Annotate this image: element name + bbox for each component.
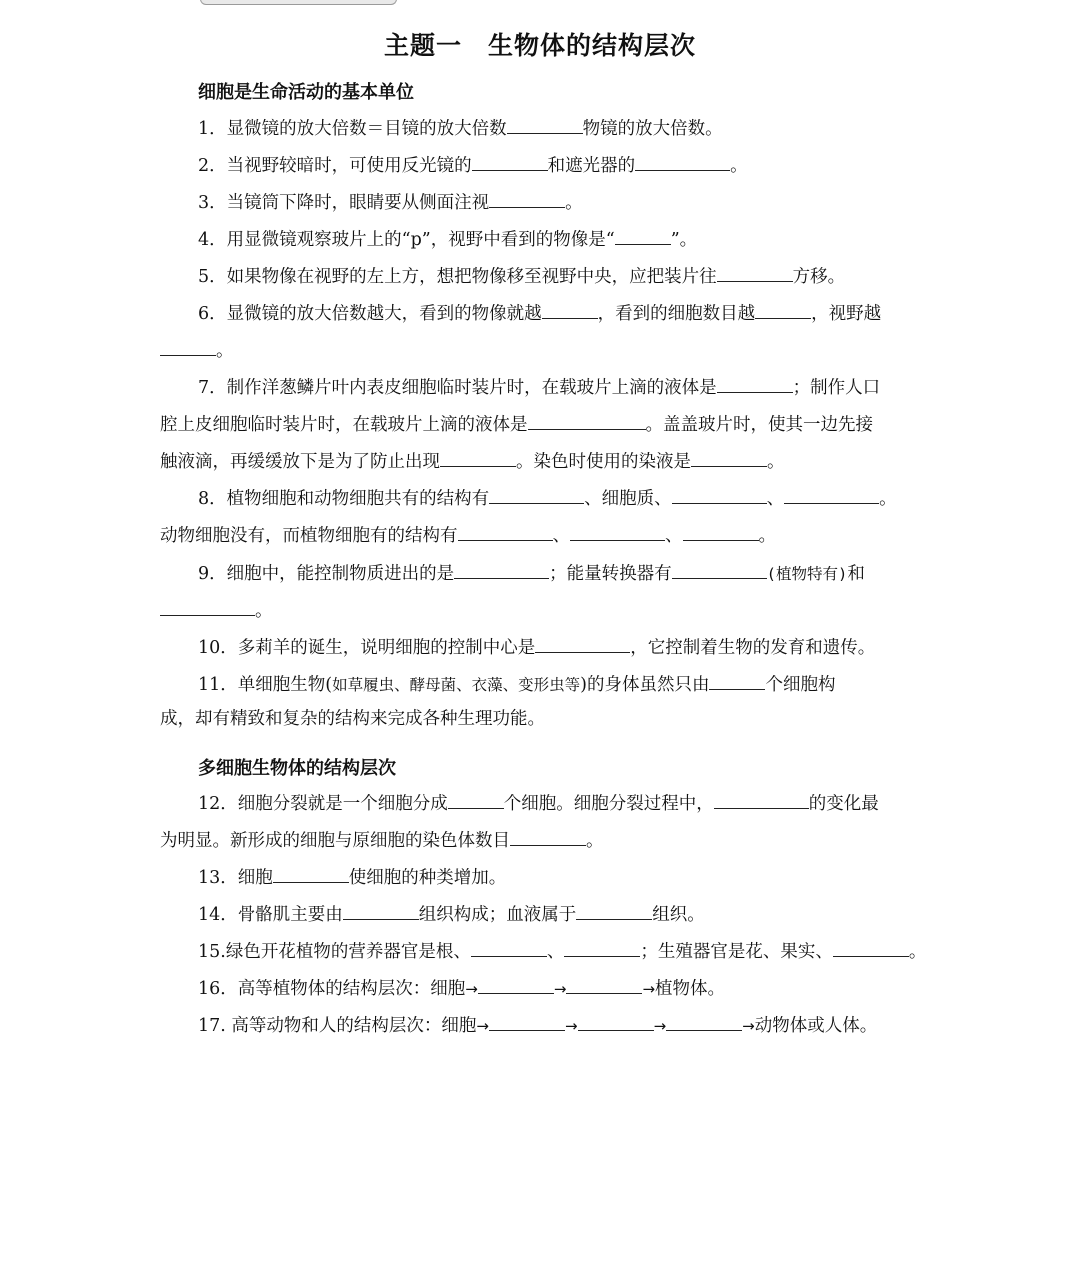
question-14: 14．骨骼肌主要由 组织构成；血液属于 组织。 [198,901,705,926]
answer-blank[interactable] [564,938,640,957]
answer-blank[interactable] [566,975,642,994]
question-15: 15.绿色开花植物的营养器官是根、 、 ；生殖器官是花、果实、 。 [198,938,926,963]
question-17: 17. 高等动物和人的结构层次：细胞→ → → →动物体或人体。 [198,1012,877,1037]
question-7-cont-2: 触液滴，再缓缓放下是为了防止出现 。染色时使用的染液是 。 [160,448,785,473]
answer-blank[interactable] [478,975,554,994]
section-heading-cell-unit: 细胞是生命活动的基本单位 [198,82,414,103]
arrow-icon: → [564,1017,578,1035]
section-heading-multicellular: 多细胞生物体的结构层次 [198,758,396,779]
answer-blank[interactable] [448,790,504,809]
page-top-tab [200,0,397,5]
question-16: 16．高等植物体的结构层次：细胞→ → →植物体。 [198,975,725,1000]
answer-blank[interactable] [666,1012,742,1031]
question-10: 10．多莉羊的诞生，说明细胞的控制中心是 ，它控制着生物的发育和遗传。 [198,634,875,659]
answer-blank[interactable] [709,671,765,690]
answer-blank[interactable] [635,152,730,171]
arrow-icon: → [476,1017,489,1035]
question-1: 1．显微镜的放大倍数＝目镜的放大倍数 物镜的放大倍数。 [198,115,723,140]
answer-blank[interactable] [542,300,598,319]
answer-blank[interactable] [691,448,767,467]
answer-blank[interactable] [273,864,349,883]
answer-blank[interactable] [714,790,809,809]
arrow-icon: → [553,980,567,998]
question-11-cont: 成，却有精致和复杂的结构来完成各种生理功能。 [160,709,545,729]
question-8: 8．植物细胞和动物细胞共有的结构有 、细胞质、 、 。 [198,485,897,510]
question-2: 2．当视野较暗时，可使用反光镜的 和遮光器的 。 [198,152,748,177]
answer-blank[interactable] [454,560,549,579]
arrow-icon: → [742,1017,755,1035]
answer-blank[interactable] [489,189,565,208]
answer-blank[interactable] [615,226,671,245]
question-13: 13．细胞 使细胞的种类增加。 [198,864,506,889]
page-title: 主题一 生物体的结构层次 [383,31,696,60]
answer-blank[interactable] [528,411,646,430]
question-6: 6．显微镜的放大倍数越大，看到的物像就越 ，看到的细胞数目越 ，视野越 [198,300,881,325]
answer-blank[interactable] [672,560,767,579]
answer-blank[interactable] [755,300,811,319]
question-5: 5．如果物像在视野的左上方，想把物像移至视野中央，应把装片往 方移。 [198,263,845,288]
answer-blank[interactable] [458,522,553,541]
answer-blank[interactable] [510,827,586,846]
answer-blank[interactable] [683,522,759,541]
answer-blank[interactable] [471,938,547,957]
question-4: 4．用显微镜观察玻片上的“p”，视野中看到的物像是“ ”。 [198,226,697,251]
answer-blank[interactable] [578,1012,654,1031]
answer-blank[interactable] [489,485,584,504]
answer-blank[interactable] [489,1012,565,1031]
question-9-cont: 。 [160,597,273,622]
answer-blank[interactable] [570,522,665,541]
question-12: 12．细胞分裂就是一个细胞分成 个细胞。细胞分裂过程中， 的变化最 [198,790,879,815]
answer-blank[interactable] [160,337,216,356]
question-6-cont: 。 [160,337,234,362]
answer-blank[interactable] [507,115,583,134]
answer-blank[interactable] [717,263,793,282]
question-3: 3．当镜筒下降时，眼睛要从侧面注视 。 [198,189,583,214]
question-7: 7．制作洋葱鳞片叶内表皮细胞临时装片时，在载玻片上滴的液体是 ；制作人口 [198,374,880,399]
arrow-icon: → [642,980,656,998]
answer-blank[interactable] [576,901,652,920]
arrow-icon: → [653,1017,667,1035]
question-12-cont: 为明显。新形成的细胞与原细胞的染色体数目 。 [160,827,604,852]
answer-blank[interactable] [833,938,909,957]
arrow-icon: → [465,980,478,998]
question-8-cont: 动物细胞没有，而植物细胞有的结构有 、 、 。 [160,522,776,547]
answer-blank[interactable] [472,152,548,171]
question-7-cont-1: 腔上皮细胞临时装片时，在载玻片上滴的液体是 。盖盖玻片时，使其一边先接 [160,411,873,436]
answer-blank[interactable] [672,485,767,504]
answer-blank[interactable] [535,634,630,653]
question-11: 11．单细胞生物(如草履虫、酵母菌、衣藻、变形虫等)的身体虽然只由 个细胞构 [198,671,835,696]
answer-blank[interactable] [160,597,255,616]
answer-blank[interactable] [717,374,793,393]
question-9: 9．细胞中，能控制物质进出的是 ；能量转换器有 (植物特有)和 [198,560,865,585]
answer-blank[interactable] [343,901,419,920]
answer-blank[interactable] [784,485,879,504]
answer-blank[interactable] [440,448,516,467]
